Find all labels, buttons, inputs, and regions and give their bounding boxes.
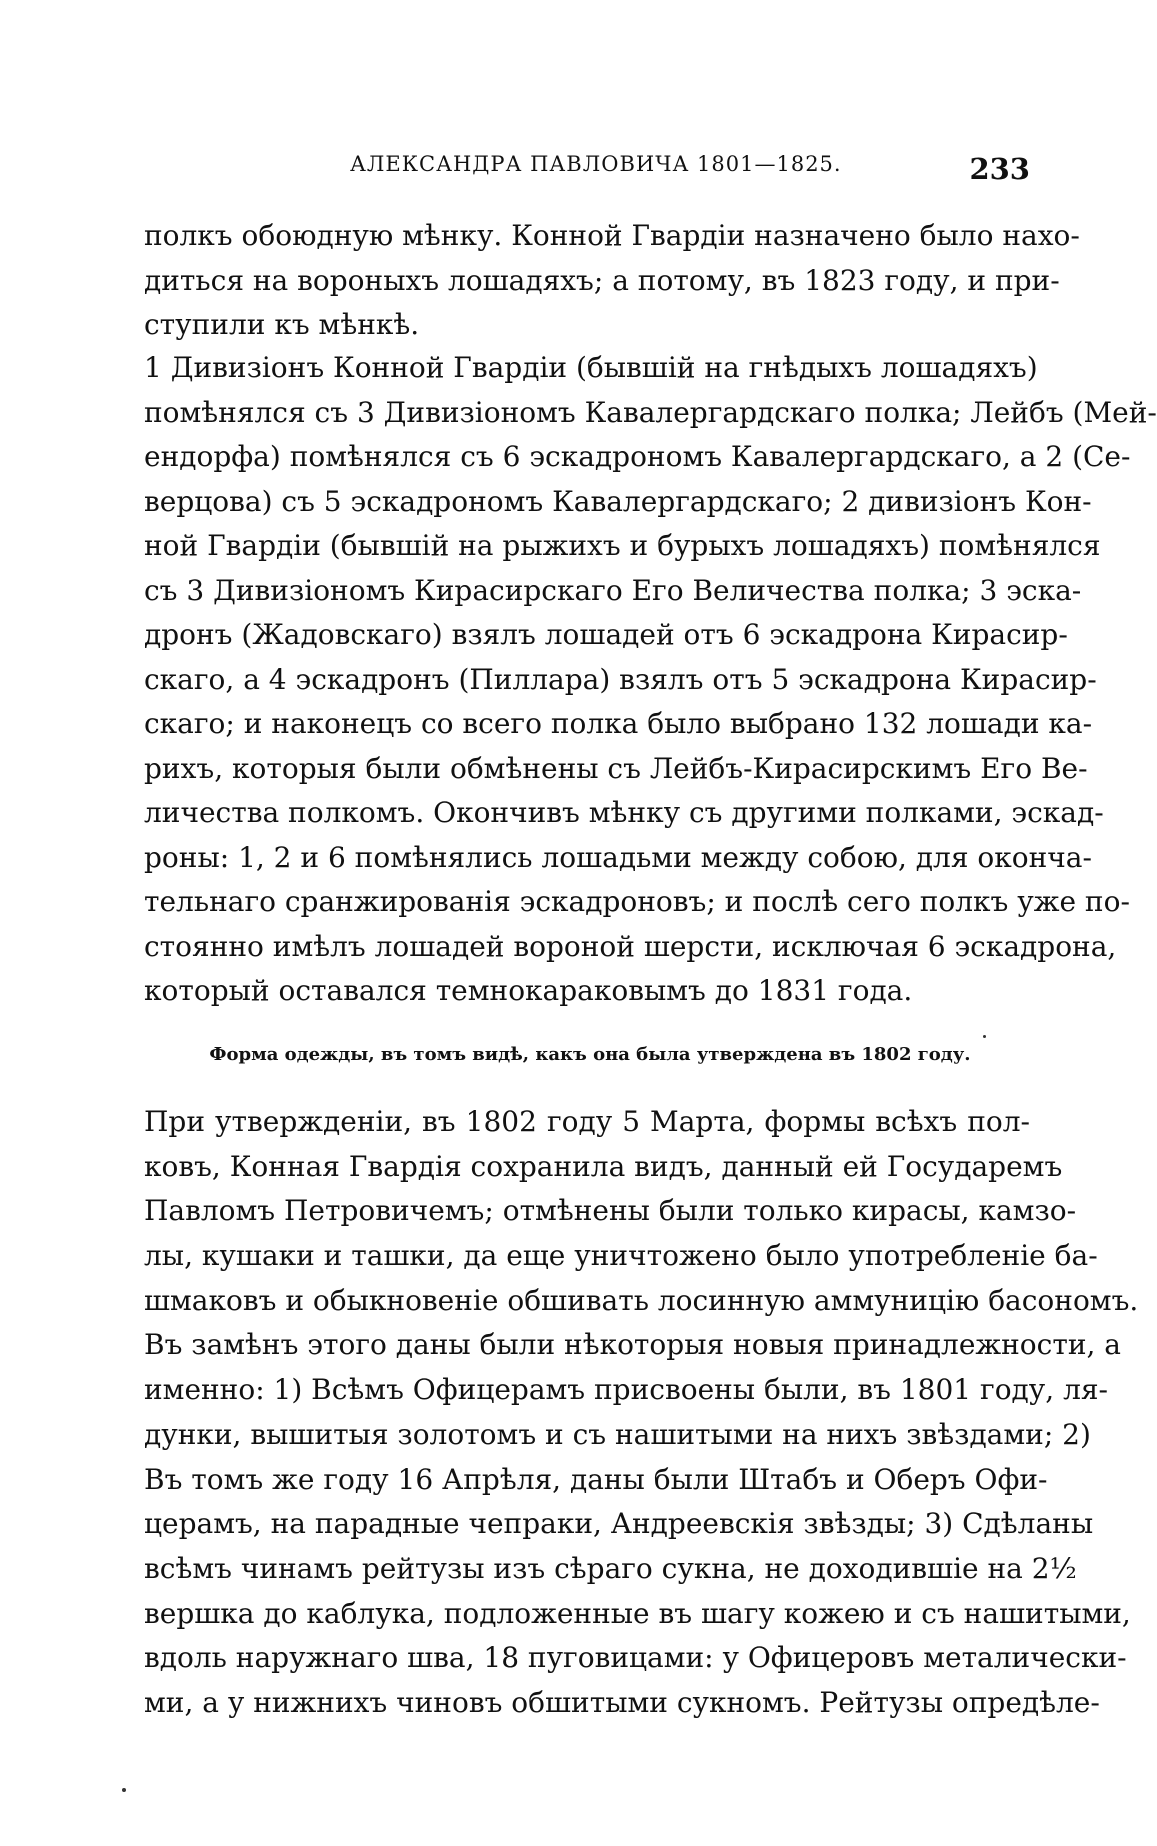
text-line: 1 Дивизіонъ Конной Гвардіи (бывшій на гнѣдыхъ лошадяхъ): [144, 351, 1038, 384]
text-line: ковъ, Конная Гвардія сохранила видъ, данный ей Государемъ: [144, 1149, 1063, 1183]
text-line: ендорфа) помѣнялся съ 6 эскадрономъ Кавалергардскаго, а 2 (Се-: [144, 440, 1131, 473]
text-line: Въ замѣнъ этого даны были нѣкоторыя новыя принадлежности, а: [144, 1328, 1121, 1362]
text-line: который оставался темнокараковымъ до 1831 года.: [144, 974, 913, 1007]
text-line: ной Гвардіи (бывшій на рыжихъ и бурыхъ лошадяхъ) помѣнялся: [144, 529, 1101, 562]
text-line: Павломъ Петровичемъ; отмѣнены были только кирасы, камзо-: [144, 1194, 1077, 1228]
running-title: АЛЕКСАНДРА ПАВЛОВИЧА 1801—1825.: [350, 152, 842, 176]
text-line: ступили къ мѣнкѣ.: [144, 308, 420, 341]
text-line: съ 3 Дивизіономъ Кирасирскаго Его Величества полка; 3 эска-: [144, 573, 1082, 607]
text-line: дронъ (Жадовскаго) взялъ лошадей отъ 6 эскадрона Кирасир-: [144, 618, 1068, 651]
text-line: скаго, а 4 эскадронъ (Пиллара) взялъ отъ 5 эскадрона Кирасир-: [144, 662, 1097, 696]
paragraph-3: [144, 1100, 1139, 1726]
text-line: Въ томъ же году 16 Апрѣля, даны были Штабъ и Оберъ Офи-: [144, 1462, 1048, 1496]
text-line: диться на вороныхъ лошадяхъ; а потому, въ 1823 году, и при-: [144, 263, 1060, 297]
paragraph-2: [144, 346, 1157, 1014]
section-heading: Форма одежды, въ томъ видѣ, какъ она была утверждена въ 1802 году.: [209, 1044, 971, 1065]
text-line: вершка до каблука, подложенные въ шагу кожею и съ нашитыми,: [144, 1596, 1131, 1630]
text-line: именно: 1) Всѣмъ Офицерамъ присвоены были, въ 1801 году, ля-: [144, 1373, 1108, 1407]
text-line: дунки, вышитыя золотомъ и съ нашитыми на нихъ звѣздами; 2): [144, 1417, 1091, 1451]
print-speck: [983, 1035, 986, 1038]
text-line: При утвержденіи, въ 1802 году 5 Марта, формы всѣхъ пол-: [144, 1105, 1030, 1138]
text-line: тельнаго сранжированія эскадроновъ; и послѣ сего полкъ уже по-: [144, 885, 1130, 918]
text-line: церамъ, на парадные чепраки, Андреевскія звѣзды; 3) Сдѣланы: [144, 1507, 1094, 1541]
text-line: помѣнялся съ 3 Дивизіономъ Кавалергардскаго полка; Лейбъ (Мей-: [144, 395, 1157, 429]
text-line: вдоль наружнаго шва, 18 пуговицами: у Офицеровъ металически-: [144, 1641, 1127, 1675]
text-line: рихъ, которыя были обмѣнены съ Лейбъ-Кирасирскимъ Его Ве-: [144, 751, 1088, 785]
text-line: роны: 1, 2 и 6 помѣнялись лошадьми между собою, для оконча-: [144, 840, 1092, 874]
text-line: лы, кушаки и ташки, да еще уничтожено было употребленіе ба-: [144, 1239, 1098, 1273]
text-line: личества полкомъ. Окончивъ мѣнку съ другими полками, эскад-: [144, 796, 1104, 829]
text-line: верцова) съ 5 эскадрономъ Кавалергардскаго; 2 дивизіонъ Кон-: [144, 484, 1092, 518]
text-line: полкъ обоюдную мѣнку. Конной Гвардіи назначено было нахо-: [144, 219, 1080, 252]
page-number: 233: [969, 152, 1030, 186]
text-line: скаго; и наконецъ со всего полка было выбрано 132 лошади ка-: [144, 707, 1093, 740]
text-line: шмаковъ и обыкновеніе обшивать лосинную аммуницію басономъ.: [144, 1283, 1139, 1317]
text-line: стоянно имѣлъ лошадей вороной шерсти, исключая 6 эскадрона,: [144, 929, 1117, 963]
text-line: ми, а у нижнихъ чиновъ обшитыми сукномъ. Рейтузы опредѣле-: [144, 1685, 1100, 1719]
print-speck: [122, 1788, 126, 1792]
text-line: всѣмъ чинамъ рейтузы изъ сѣраго сукна, не доходившіе на 2½: [144, 1551, 1077, 1585]
page-header: [140, 152, 1030, 202]
paragraph-1: [144, 214, 1080, 348]
